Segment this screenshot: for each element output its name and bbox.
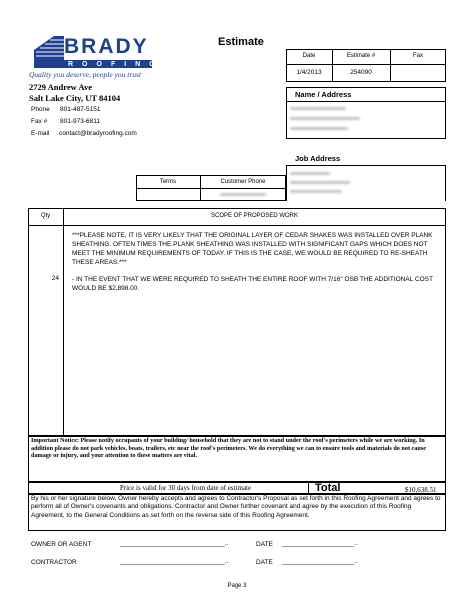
date-header: Date — [302, 53, 316, 59]
item-note-1: ***PLEASE NOTE, IT IS VERY LIKELY THAT THE ORIGINAL LAYER OF CEDAR SHAKES WAS INSTALLED OVER PLANK SHEATHING. OFTEN TIMES THE PLANK SHEATHING WAS INSTALLED WITH SIGNIFICANT GAPS WHICH DOES NOT MEET THE MINIMUM REQUIREMENTS OF TODAY. IF THIS IS THE CASE, WE WOULD BE REQUIRED TO RE-SHEATH THESE AREAS.*** — [72, 232, 433, 266]
item-note-2: - IN THE EVENT THAT WE WERE REQUIRED TO SHEATH THE ENTIRE ROOF WITH 7/16" OSB THE ADDITIONAL COST WOULD BE $2,898.00. — [72, 276, 433, 292]
logo-subtext: ROOFING — [68, 60, 164, 68]
redacted-name — [290, 107, 346, 110]
name-address-label: Name / Address — [295, 90, 352, 99]
total-value: $10,638.51 — [405, 486, 437, 494]
job-address-label: Job Address — [295, 154, 341, 163]
phone-value: 801-487-5151 — [60, 106, 101, 113]
total-label: Total — [315, 482, 341, 494]
date-value: 1/4/2013 — [296, 69, 322, 76]
owner-signature-line[interactable]: _____________________________.. — [120, 540, 229, 547]
estimate-number-header: Estimate # — [346, 53, 376, 59]
contractor-date-line[interactable]: ____________________.. — [282, 558, 358, 565]
company-logo — [28, 32, 164, 74]
contractor-date-label: DATE — [256, 559, 273, 566]
owner-signature-label: OWNER OR AGENT — [31, 541, 92, 548]
scope-header: SCOPE OF PROPOSED WORK — [210, 213, 298, 219]
contractor-signature-line[interactable]: _____________________________.. — [120, 558, 229, 565]
phone-label: Phone — [31, 106, 50, 113]
fax-value: 801-973-6811 — [60, 118, 100, 125]
validity-note: Price is valid for 30 days from date of estimate — [119, 484, 252, 492]
redacted-address-2 — [290, 127, 348, 130]
qty-header: Qty — [40, 213, 51, 219]
important-notice: Important Notice: Please notify occupants of your building/ household that they are not to stand under the roof's perimeters while we are working. In addition please do not park vehicles, boats, trailers, etc near the roof's perimeters. We do everything we can to ensure tools and materials do not cause damage or injury, and your attention to these matters are vital. — [31, 437, 426, 460]
fax-header: Fax — [412, 53, 423, 59]
company-address-line1: 2729 Andrew Ave — [29, 82, 92, 92]
page-number: Page 3 — [227, 583, 247, 589]
page-title: Estimate — [218, 36, 264, 48]
contractor-signature-label: CONTRACTOR — [31, 559, 77, 566]
company-address-line2: Salt Lake City, UT 84104 — [29, 93, 121, 103]
item-qty: 24 — [51, 275, 59, 282]
email-value: contact@bradyroofing.com — [59, 130, 137, 137]
customer-phone-header: Customer Phone — [220, 179, 266, 185]
owner-date-label: DATE — [256, 541, 273, 548]
redacted-phone — [220, 193, 266, 196]
redacted-job-2 — [290, 181, 350, 184]
fax-label: Fax # — [31, 118, 48, 125]
email-label: E-mail — [31, 130, 50, 137]
redacted-job-1 — [290, 172, 330, 175]
redacted-job-3 — [290, 190, 342, 193]
terms-header: Terms — [159, 179, 177, 185]
estimate-number-value: 254090 — [350, 69, 372, 76]
redacted-address-1 — [290, 117, 360, 120]
owner-date-line[interactable]: ____________________.. — [282, 540, 358, 547]
logo-text: BRADY — [64, 35, 149, 58]
company-tagline: Quality you deserve, people you trust — [29, 70, 142, 79]
agreement-text: By his or her signature below, Owner hereby accepts and agrees to Contractor's Proposal as set forth in this Roofing Agreement and agrees to perform all of Owner's covenants and obligations. Contractor and Owner further covenant and agree by the execution of this Roofing Agreement, to the General Conditions as set forth on the reverse side of this Roofing Agreement. — [31, 495, 441, 519]
